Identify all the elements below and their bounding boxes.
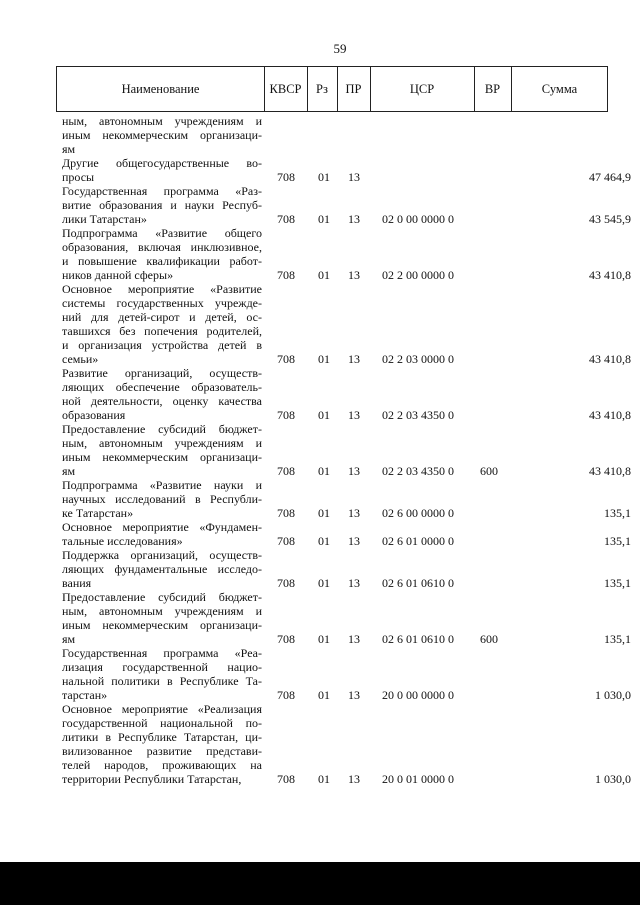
row-name: ным, автономным учреждениям и иным некоммерческим организаци- ям [62,114,262,156]
row-rz: 01 [318,506,330,520]
row-name: Предоставление субсидий бюджет- ным, автономным учреждениям и иным некоммерческим организаци- ям [62,422,262,478]
row-kvsr: 708 [277,688,295,702]
row-sum: 43 410,8 [589,464,631,478]
row-kvsr: 708 [277,408,295,422]
page-number: 59 [333,41,347,56]
row-sum: 43 410,8 [589,268,631,282]
row-pr: 13 [348,506,360,520]
row-name: Основное мероприятие «Реализация государственной национальной по- литики в Республике Татарстан, ци- вилизованное развитие представи- телей народов, проживающих на территории Республики Татарстан, [62,702,262,786]
row-name: Поддержка организаций, осуществ- ляющих фундаментальные исследо- вания [62,548,262,590]
row-pr: 13 [348,576,360,590]
row-kvsr: 708 [277,268,295,282]
row-csr: 02 2 03 0000 0 [382,352,454,366]
table-row [0,282,640,366]
row-kvsr: 708 [277,772,295,786]
row-kvsr: 708 [277,506,295,520]
table-row [0,422,640,478]
row-sum: 47 464,9 [589,170,631,184]
table-row [0,184,640,226]
row-name: Подпрограмма «Развитие общего образования, включая инклюзивное, и повышение квалификации работ- ников данной сферы» [62,226,262,282]
row-pr: 13 [348,408,360,422]
row-pr: 13 [348,170,360,184]
header-vr: ВР [484,82,501,96]
row-pr: 13 [348,212,360,226]
table-row [0,520,640,548]
row-kvsr: 708 [277,464,295,478]
row-pr: 13 [348,688,360,702]
row-name: Предоставление субсидий бюджет- ным, автономным учреждениям и иным некоммерческим организаци- ям [62,590,262,646]
row-rz: 01 [318,464,330,478]
row-name: Государственная программа «Реа- лизация государственной нацио- нальной политики в Республике Та- тарстан» [62,646,262,702]
row-csr: 02 2 03 4350 0 [382,464,454,478]
row-csr: 20 0 00 0000 0 [382,688,454,702]
row-kvsr: 708 [277,170,295,184]
row-sum: 1 030,0 [595,772,631,786]
row-rz: 01 [318,534,330,548]
row-pr: 13 [348,772,360,786]
row-vr: 600 [480,632,498,646]
row-rz: 01 [318,212,330,226]
row-name: Другие общегосударственные во- просы [62,156,262,184]
row-csr: 20 0 01 0000 0 [382,772,454,786]
table-row [0,646,640,702]
header-rz: Рз [316,82,328,96]
table-row [0,366,640,422]
row-pr: 13 [348,534,360,548]
table-row [0,548,640,590]
row-csr: 02 6 01 0000 0 [382,534,454,548]
row-sum: 135,1 [604,534,631,548]
row-pr: 13 [348,464,360,478]
header-csr: ЦСР [409,82,435,96]
row-rz: 01 [318,352,330,366]
row-pr: 13 [348,632,360,646]
row-pr: 13 [348,352,360,366]
row-kvsr: 708 [277,534,295,548]
row-csr: 02 2 03 4350 0 [382,408,454,422]
header-pr: ПР [345,82,362,96]
row-name: Развитие организаций, осуществ- ляющих обеспечение образователь- ной деятельности, оценку качества образования [62,366,262,422]
row-sum: 43 545,9 [589,212,631,226]
header-sum: Сумма [541,82,578,96]
row-rz: 01 [318,772,330,786]
table-row [0,590,640,646]
row-rz: 01 [318,576,330,590]
header-name: Наименование [121,82,200,96]
header-kvsr: КВСР [269,82,302,96]
row-name: Основное мероприятие «Развитие системы государственных учрежде- ний для детей-сирот и детей, ос- тавшихся без попечения родителей, и организация устройства детей в семьи» [62,282,262,366]
table-row [0,156,640,184]
row-csr: 02 0 00 0000 0 [382,212,454,226]
row-csr: 02 2 00 0000 0 [382,268,454,282]
row-kvsr: 708 [277,576,295,590]
table-row [0,114,640,156]
row-sum: 135,1 [604,576,631,590]
scan-bottom-edge [0,862,640,905]
row-name: Государственная программа «Раз- витие образования и науки Респуб- лики Татарстан» [62,184,262,226]
row-pr: 13 [348,268,360,282]
row-csr: 02 6 01 0610 0 [382,632,454,646]
row-rz: 01 [318,688,330,702]
row-sum: 43 410,8 [589,408,631,422]
table-row [0,702,640,786]
row-vr: 600 [480,464,498,478]
row-csr: 02 6 00 0000 0 [382,506,454,520]
row-name: Подпрограмма «Развитие науки и научных исследований в Республи- ке Татарстан» [62,478,262,520]
row-sum: 135,1 [604,506,631,520]
row-sum: 1 030,0 [595,688,631,702]
row-rz: 01 [318,408,330,422]
row-rz: 01 [318,268,330,282]
row-sum: 135,1 [604,632,631,646]
row-rz: 01 [318,170,330,184]
row-rz: 01 [318,632,330,646]
row-kvsr: 708 [277,352,295,366]
row-kvsr: 708 [277,212,295,226]
row-sum: 43 410,8 [589,352,631,366]
table-header [56,66,608,112]
row-name: Основное мероприятие «Фундамен- тальные исследования» [62,520,262,548]
table-row [0,226,640,282]
row-csr: 02 6 01 0610 0 [382,576,454,590]
table-row [0,478,640,520]
row-kvsr: 708 [277,632,295,646]
